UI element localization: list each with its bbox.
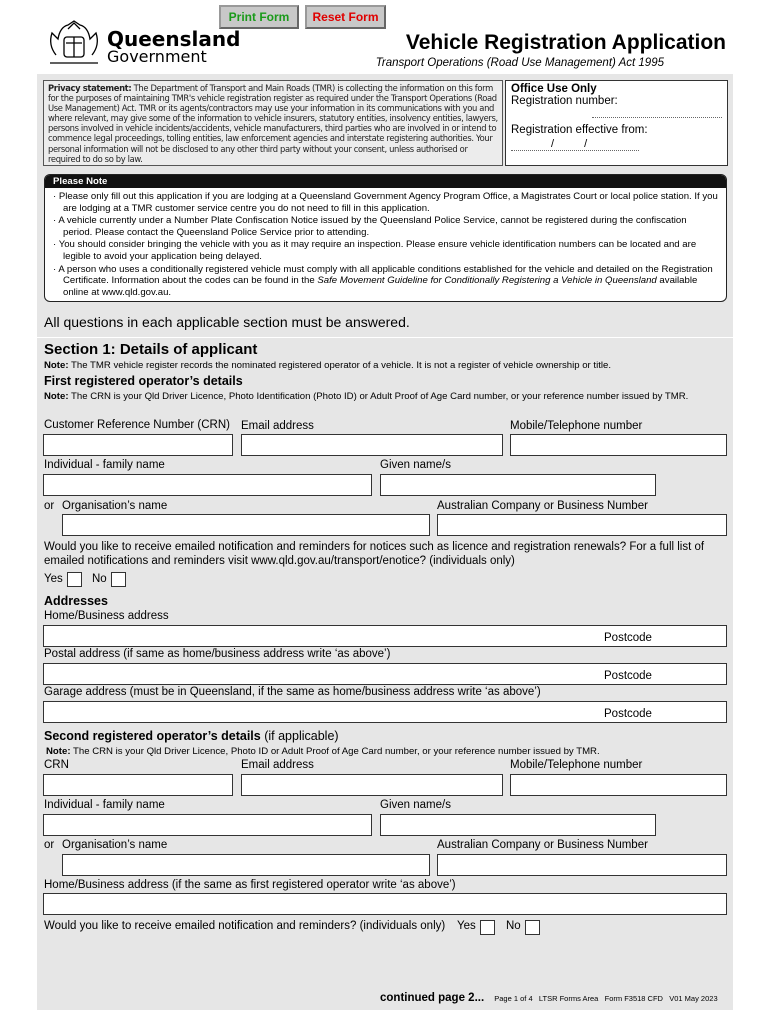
mobile-label: Mobile/Telephone number — [510, 420, 643, 432]
home-address2-label: Home/Business address (if the same as first registered operator write ‘as above’) — [44, 879, 456, 891]
logo-line1: Queensland — [107, 27, 241, 51]
abn-label: Australian Company or Business Number — [437, 500, 648, 512]
footer — [380, 992, 718, 1004]
mobile2-input[interactable] — [510, 774, 727, 796]
postcode-label: Postcode — [604, 632, 652, 644]
second-operator-title: Second registered operator’s details (if applicable) — [44, 729, 339, 743]
date-sep: / — [551, 138, 585, 150]
crn2-label: CRN — [44, 759, 69, 771]
form-subtitle: Transport Operations (Road Use Management) Act 1995 — [375, 57, 664, 69]
family-name2-input[interactable] — [43, 814, 372, 836]
office-title: Office Use Only — [511, 83, 597, 95]
garage-address-label: Garage address (must be in Queensland, if the same as home/business address write ‘as above’) — [44, 686, 541, 698]
office-reg-number: Registration number: — [511, 95, 618, 107]
mobile-input[interactable] — [510, 434, 727, 456]
section1-title: Section 1: Details of applicant — [44, 341, 258, 358]
postcode-label: Postcode — [604, 670, 652, 682]
home-address-input[interactable] — [43, 625, 727, 647]
family-name-label: Individual - family name — [44, 459, 165, 471]
home-address-label: Home/Business address — [44, 610, 169, 622]
org-name-label: Organisation’s name — [62, 500, 168, 512]
yes-label: Yes — [44, 573, 63, 585]
email-input[interactable] — [241, 434, 503, 456]
privacy-heading: Privacy statement: — [48, 83, 132, 93]
enotice-yes-checkbox[interactable] — [67, 572, 82, 587]
postal-address-input[interactable] — [43, 663, 727, 685]
no2-label: No — [506, 920, 521, 932]
reset-form-button[interactable]: Reset Form — [305, 5, 386, 29]
given-name-input[interactable] — [380, 474, 656, 496]
or-label: or — [44, 500, 55, 512]
note-item: · A person who uses a conditionally registered vehicle must comply with all applicable conditions established for the vehicle and detailed on the Registration Certificate. Information about the codes can be found in the Safe Movement Guideline for Conditionally Registering a Vehicle in Queensland available online at www.qld.gov.au. — [53, 263, 713, 298]
email2-input[interactable] — [241, 774, 503, 796]
coat-of-arms-logo — [44, 17, 104, 69]
garage-address-input[interactable] — [43, 701, 727, 723]
logo-line2: Government — [107, 47, 207, 66]
section1-note: Note: The TMR vehicle register records the nominated registered operator of a vehicle. It is not a register of vehicle ownership or title. — [44, 360, 612, 371]
enotice-question2: Would you like to receive emailed notification and reminders? (individuals only) — [44, 920, 446, 932]
email-label: Email address — [241, 420, 314, 432]
form-title: Vehicle Registration Application — [405, 31, 726, 54]
page-number: Page 1 of 4 — [494, 994, 533, 1003]
given-name-label: Given name/s — [380, 459, 451, 471]
second-crn-note: Note: The CRN is your Qld Driver Licence, Photo ID or Adult Proof of Age Card number, or your reference number issued by TMR. — [46, 746, 600, 757]
org-name2-label: Organisation’s name — [62, 839, 168, 851]
first-crn-note: Note: The CRN is your Qld Driver Licence, Photo Identification (Photo ID) or Adult Proof of Age Card number, or your reference number issued by TMR. — [44, 391, 689, 402]
mobile2-label: Mobile/Telephone number — [510, 759, 643, 771]
org-name2-input[interactable] — [62, 854, 430, 876]
office-use-box — [505, 80, 728, 166]
enotice2-yes-checkbox[interactable] — [480, 920, 495, 935]
instructions: All questions in each applicable section must be answered. — [44, 314, 410, 330]
no-label: No — [92, 573, 107, 585]
continued-text: continued page 2... — [380, 992, 485, 1004]
enotice2-no-checkbox[interactable] — [525, 920, 540, 935]
or2-label: or — [44, 839, 55, 851]
forms-area: LTSR Forms Area — [538, 994, 599, 1003]
note-item: · A vehicle currently under a Number Plate Confiscation Notice issued by the Queensland Police Service, cannot be registered during the confiscation period. Please contact the Queensland Police Service prior to attending. — [53, 215, 687, 238]
abn-input[interactable] — [437, 514, 727, 536]
home-address2-input[interactable] — [43, 893, 727, 915]
postal-address-label: Postal address (if same as home/business address write ‘as above’) — [44, 648, 391, 660]
privacy-statement — [43, 80, 503, 166]
please-note-box — [44, 174, 727, 302]
office-reg-effective: Registration effective from: — [511, 124, 648, 136]
email2-label: Email address — [241, 759, 314, 771]
enotice-question: Would you like to receive emailed notification and reminders for notices such as licence and registration renewals? For a full list of emailed notifications and reminders visit www.qld.gov.au/transport/enotice? (individuals only) — [44, 541, 705, 567]
yes2-label: Yes — [457, 920, 476, 932]
first-operator-title: First registered operator’s details — [44, 374, 243, 388]
form-version: V01 May 2023 — [669, 994, 718, 1003]
crn-label: Customer Reference Number (CRN) — [44, 419, 230, 431]
enotice-no-checkbox[interactable] — [111, 572, 126, 587]
crn2-input[interactable] — [43, 774, 233, 796]
abn2-input[interactable] — [437, 854, 727, 876]
privacy-text: The Department of Transport and Main Roads (TMR) is collecting the information on this form for the purposes of maintaining TMR's vehicle registration register as required under the Transport Operations (Road Use Management) Act. TMR or its agents/contractors may use your information in its communications with you and where relevant, may give some of the information to vehicle insurers, statutory entities, insolvency entities, lawyers, persons involved in vehicle incidents/accidents, vehicle manufacturers, third parties who are involved in or intend to commence legal proceedings, tolling entities, law enforcement agencies and interstate registering authorities. Your personal information will not be disclosed to any other third party without your consent, unless authorised or required to do so by law. — [48, 83, 498, 164]
date-sep: / — [584, 138, 618, 150]
family-name-input[interactable] — [43, 474, 372, 496]
given-name2-input[interactable] — [380, 814, 656, 836]
family-name2-label: Individual - family name — [44, 799, 165, 811]
org-name-input[interactable] — [62, 514, 430, 536]
addresses-title: Addresses — [44, 594, 108, 608]
abn2-label: Australian Company or Business Number — [437, 839, 648, 851]
crn-input[interactable] — [43, 434, 233, 456]
given-name2-label: Given name/s — [380, 799, 451, 811]
please-note-title: Please Note — [45, 175, 726, 188]
note-item: · You should consider bringing the vehicle with you as it may require an inspection. Please ensure vehicle identification numbers can be located and are legible to avoid your application being delayed. — [53, 239, 697, 262]
note-item: · Please only fill out this application if you are lodging at a Queensland Government Agency Program Office, a Magistrates Court or local police station. If you are lodging at a TMR customer service centre you do not need to fill in this application. — [53, 191, 718, 214]
form-number: Form F3518 CFD — [604, 994, 663, 1003]
print-form-button[interactable]: Print Form — [219, 5, 299, 29]
postcode-label: Postcode — [604, 708, 652, 720]
